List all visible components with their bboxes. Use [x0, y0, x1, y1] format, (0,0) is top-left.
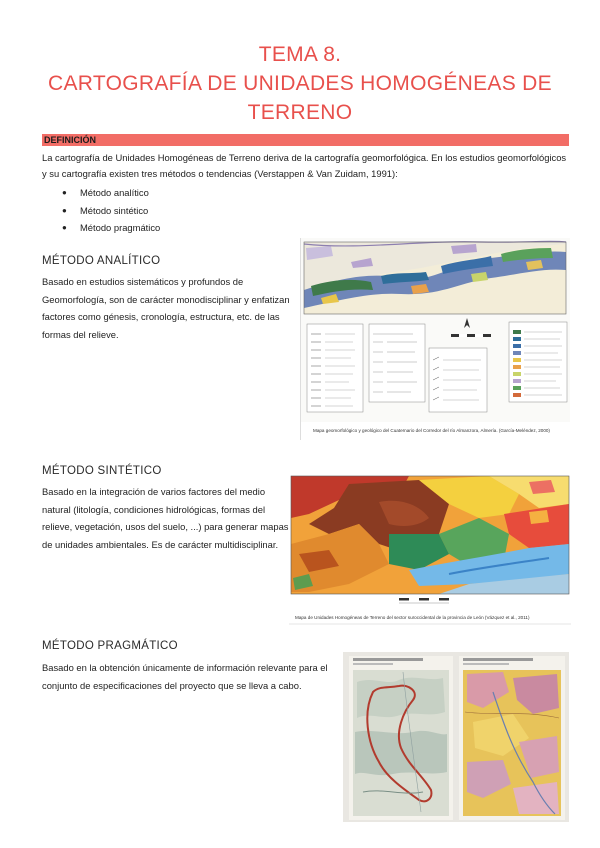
- definition-label: DEFINICIÓN: [44, 135, 97, 145]
- page-title-line-1: TEMA 8.: [258, 43, 342, 66]
- section-text-sintetico: Basado en la integración de varios factores del medio natural (litología, condiciones hidrológicas, formas del relieve, vegetación, usos del suelo, ...) para generar mapas de unidades ambientales. Es de carácter multidisciplinar.: [42, 486, 289, 550]
- section-text-pragmatico: Basado en la obtención únicamente de información relevante para el conjunto de especificaciones del proyecto que se lleva a cabo.: [42, 662, 328, 691]
- list-item: ● Método sintético: [62, 202, 160, 220]
- list-item: ● Método analítico: [62, 184, 160, 202]
- page-title-line-2: CARTOGRAFÍA DE UNIDADES HOMOGÉNEAS DE: [48, 72, 552, 95]
- figure-caption-sintetico: Mapa de Unidades Homogéneas de Terreno del sector suroccidental de la provincia de León (Vázquez et al., 2011): [295, 615, 530, 620]
- geomorphological-map-figure: [300, 238, 570, 440]
- section-text-analitico: Basado en estudios sistemáticos y profundos de Geomorfología, son de carácter monodisciplinar y enfatizan factores como génesis, cronología, estructura, etc. de las formas del relieve.: [42, 276, 290, 340]
- list-item: ● Método pragmático: [62, 219, 160, 237]
- section-heading-sintetico: MÉTODO SINTÉTICO: [42, 465, 162, 477]
- terrain-units-map-figure: [289, 474, 571, 634]
- figure-caption-analitico: Mapa geomorfológico y geológico del Cuaternario del Corredor del río Almanzora, Almería. (García-Meléndez, 2000): [313, 428, 550, 433]
- section-heading-analitico: MÉTODO ANALÍTICO: [42, 255, 161, 267]
- section-heading-pragmatico: MÉTODO PRAGMÁTICO: [42, 640, 178, 652]
- page-title-line-3: TERRENO: [247, 101, 353, 124]
- pragmatic-maps-image: [343, 652, 569, 822]
- terrain-units-map-image: [289, 474, 571, 634]
- methods-list: [62, 184, 160, 237]
- geomorphological-map-image: [301, 238, 570, 440]
- definition-highlight-bar: [42, 134, 569, 146]
- pragmatic-maps-figure: [343, 652, 569, 822]
- definition-text: La cartografía de Unidades Homogéneas de Terreno deriva de la cartografía geomorfológica. En los estudios geomorfológicos y su cartografía existen tres métodos o tendencias (Verstappen & Van Zuidam, 1991):: [42, 152, 567, 179]
